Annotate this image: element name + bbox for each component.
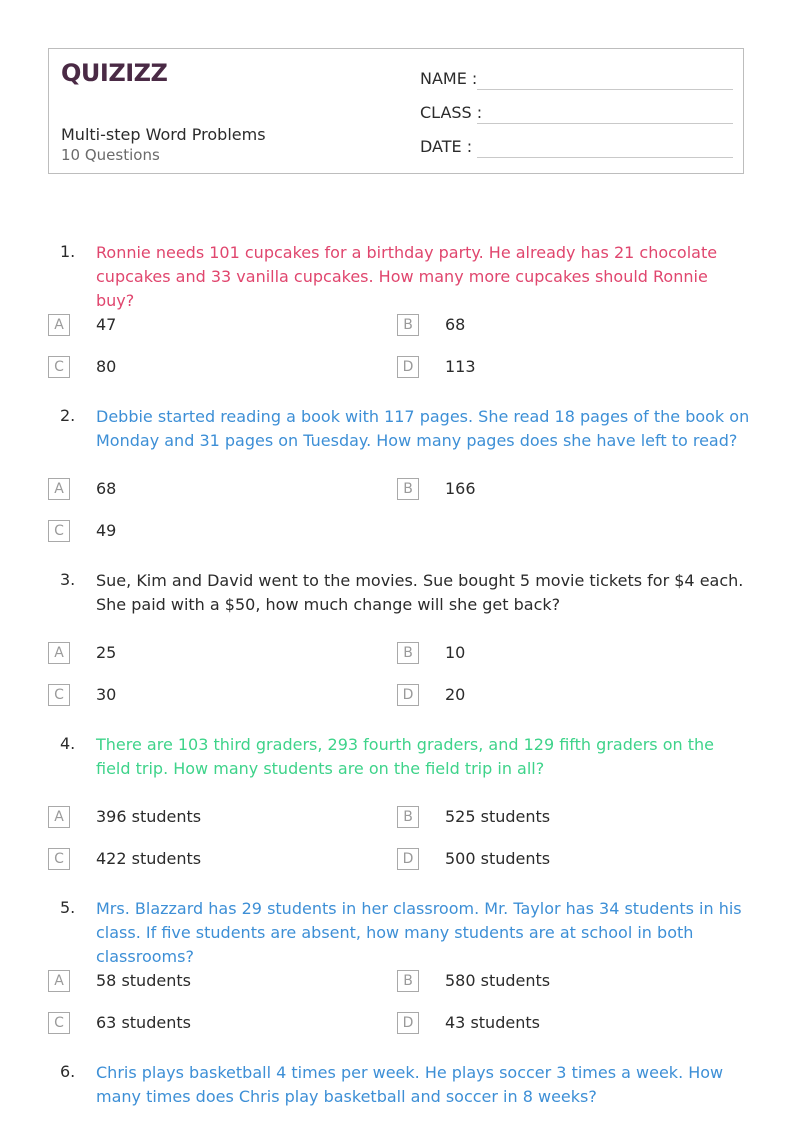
option-text: 25: [96, 643, 117, 662]
option-text: 113: [445, 357, 476, 376]
option-text: 580 students: [445, 971, 551, 990]
date-label: DATE :: [420, 137, 473, 156]
class-label: CLASS :: [420, 103, 483, 122]
option-letter: A: [48, 314, 70, 336]
option-text: 43 students: [445, 1013, 540, 1032]
question-text: There are 103 third graders, 293 fourth graders, and 129 fifth graders on the field trip. How many students are on the field trip in all?: [96, 735, 714, 778]
quizizz-logo: QUIZIZZ: [61, 59, 168, 87]
question-number: 1.: [60, 242, 76, 261]
option-letter: C: [48, 520, 70, 542]
date-field[interactable]: [420, 137, 472, 156]
option-text: 396 students: [96, 807, 202, 826]
option-letter: D: [397, 356, 419, 378]
option-text: 80: [96, 357, 117, 376]
class-line: [477, 123, 733, 124]
option-text: 49: [96, 521, 117, 540]
option-letter: D: [397, 684, 419, 706]
option-text: 68: [445, 315, 466, 334]
class-field[interactable]: [420, 103, 482, 122]
worksheet-header: [48, 48, 744, 174]
option-text: 525 students: [445, 807, 551, 826]
worksheet-title: Multi-step Word Problems: [61, 125, 266, 144]
question-number: 2.: [60, 406, 76, 425]
question-number: 6.: [60, 1062, 76, 1081]
option-text: 500 students: [445, 849, 551, 868]
question-number: 4.: [60, 734, 76, 753]
name-label: NAME :: [420, 69, 478, 88]
option-letter: A: [48, 970, 70, 992]
name-field[interactable]: [420, 69, 477, 88]
option-letter: A: [48, 478, 70, 500]
option-letter: A: [48, 642, 70, 664]
option-text: 422 students: [96, 849, 202, 868]
option-text: 58 students: [96, 971, 191, 990]
option-letter: C: [48, 848, 70, 870]
question-count: 10 Questions: [61, 146, 160, 164]
question-number: 3.: [60, 570, 76, 589]
option-letter: C: [48, 356, 70, 378]
question-text: Sue, Kim and David went to the movies. Sue bought 5 movie tickets for $4 each. She paid with a $50, how much change will she get back?: [96, 571, 744, 614]
option-letter: C: [48, 684, 70, 706]
question-text: Chris plays basketball 4 times per week. He plays soccer 3 times a week. How many times does Chris play basketball and soccer in 8 weeks?: [96, 1063, 724, 1106]
name-line: [477, 89, 733, 90]
question-number: 5.: [60, 898, 76, 917]
option-letter: B: [397, 478, 419, 500]
option-text: 20: [445, 685, 466, 704]
option-text: 10: [445, 643, 466, 662]
option-letter: D: [397, 1012, 419, 1034]
question-text: Ronnie needs 101 cupcakes for a birthday party. He already has 21 chocolate cupcakes and 33 vanilla cupcakes. How many more cupcakes should Ronnie buy?: [96, 243, 718, 310]
date-line: [477, 157, 733, 158]
option-letter: B: [397, 806, 419, 828]
option-text: 68: [96, 479, 117, 498]
option-text: 63 students: [96, 1013, 191, 1032]
question-text: Mrs. Blazzard has 29 students in her classroom. Mr. Taylor has 34 students in his class. If five students are absent, how many students are at school in both classrooms?: [96, 899, 742, 966]
option-letter: D: [397, 848, 419, 870]
option-letter: B: [397, 970, 419, 992]
option-letter: C: [48, 1012, 70, 1034]
option-letter: A: [48, 806, 70, 828]
option-text: 47: [96, 315, 117, 334]
question-text: Debbie started reading a book with 117 pages. She read 18 pages of the book on Monday and 31 pages on Tuesday. How many pages does she have left to read?: [96, 407, 750, 450]
option-letter: B: [397, 314, 419, 336]
option-text: 30: [96, 685, 117, 704]
option-text: 166: [445, 479, 476, 498]
option-letter: B: [397, 642, 419, 664]
